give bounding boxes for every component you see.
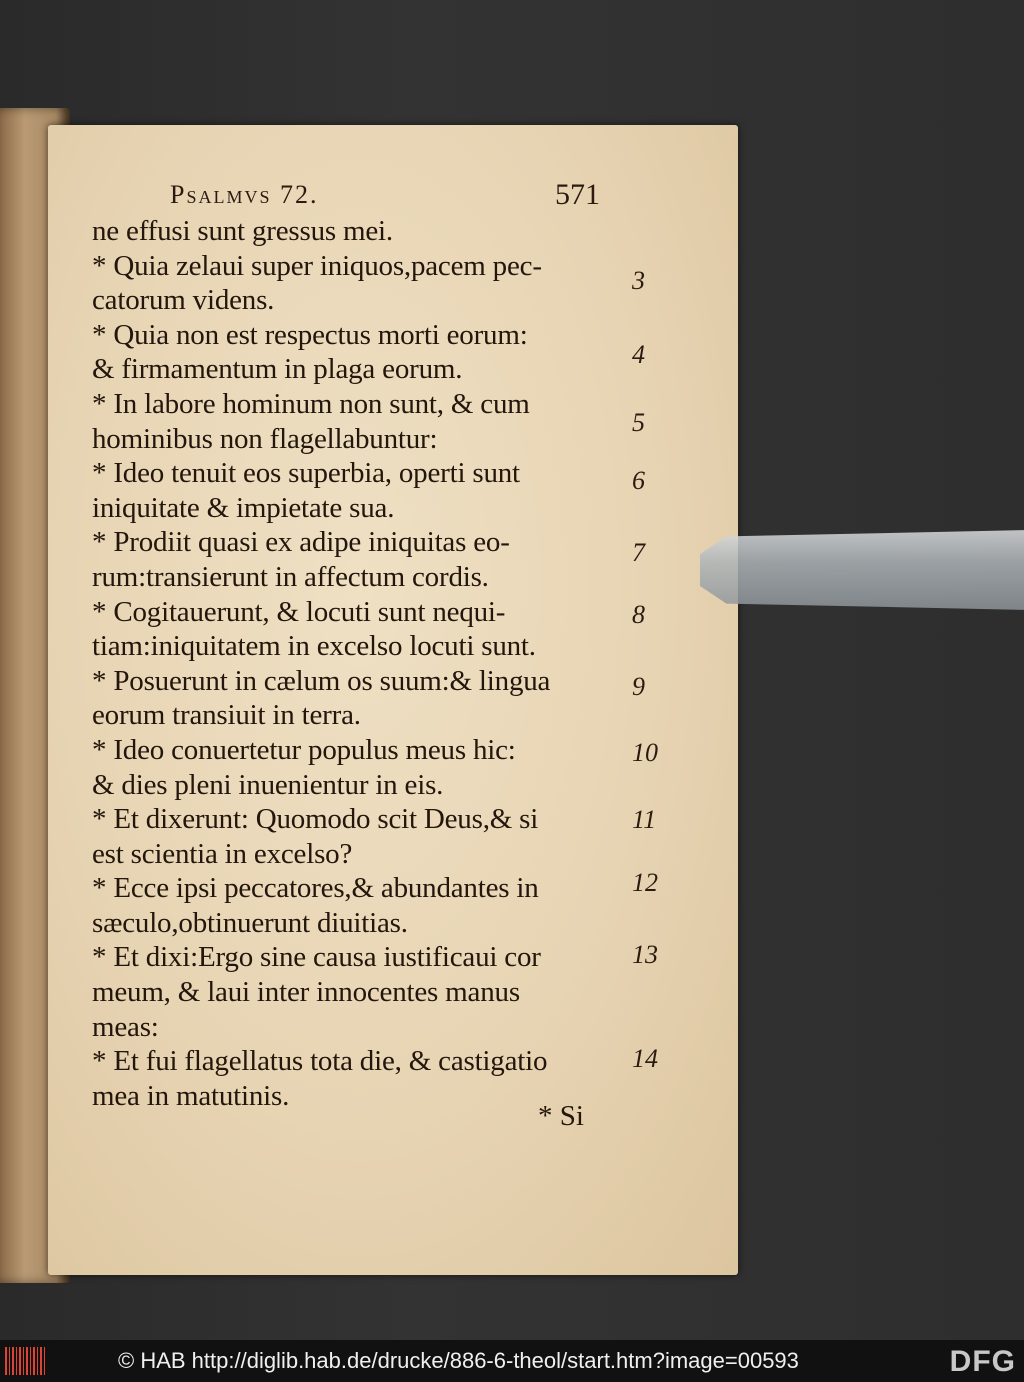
verse-number: 14	[632, 1044, 658, 1073]
verse-number: 3	[632, 266, 645, 295]
text-line: & firmamentum in plaga eorum.	[92, 353, 463, 386]
copyright-url: © HAB http://diglib.hab.de/drucke/886-6-theol/start.htm?image=00593	[118, 1348, 799, 1373]
running-head	[160, 180, 600, 216]
text-line: sæculo,obtinuerunt diuitias.	[92, 906, 408, 939]
text-line: mea in matutinis.	[92, 1079, 290, 1112]
text-line: meum, & laui inter innocentes manus	[92, 976, 520, 1009]
text-line: * Quia non est respectus morti eorum:	[92, 318, 528, 351]
verse-number: 5	[632, 408, 645, 437]
verse-number: 4	[632, 340, 645, 369]
footer-bar	[0, 1340, 1024, 1382]
text-line: iniquitate & impietate sua.	[92, 491, 395, 524]
text-line: * In labore hominum non sunt, & cum	[92, 387, 530, 420]
text-line: hominibus non flagellabuntur:	[92, 422, 438, 455]
text-line: * Et fui flagellatus tota die, & castigatio	[92, 1045, 548, 1078]
page-holder-stick	[700, 530, 1024, 610]
text-line: meas:	[92, 1010, 159, 1043]
verse-number: 6	[632, 466, 645, 495]
text-line: est scientia in excelso?	[92, 837, 353, 870]
running-head-title: Psalmvs 72.	[170, 180, 319, 209]
verse-number: 11	[632, 805, 657, 834]
verse-number: 12	[632, 868, 658, 897]
text-line: tiam:iniquitatem in excelso locuti sunt.	[92, 630, 536, 663]
text-line: * Et dixerunt: Quomodo scit Deus,& si	[92, 803, 539, 836]
hab-barcode-icon	[5, 1347, 47, 1375]
text-line: catorum videns.	[92, 284, 275, 317]
text-line: * Prodiit quasi ex adipe iniquitas eo-	[92, 526, 510, 559]
verse-number: 10	[632, 738, 658, 767]
text-line: rum:transierunt in affectum cordis.	[92, 560, 489, 593]
catchword: * Si	[538, 1100, 584, 1132]
verse-number: 13	[632, 940, 658, 969]
verse-number: 8	[632, 600, 645, 629]
page-number: 571	[555, 178, 600, 211]
verse-number: 9	[632, 672, 645, 701]
text-line: * Ideo tenuit eos superbia, operti sunt	[92, 457, 520, 490]
text-line: * Posuerunt in cælum os suum:& lingua	[92, 664, 551, 697]
verse-number: 7	[632, 538, 645, 567]
text-line: * Et dixi:Ergo sine causa iustificaui cor	[92, 941, 541, 974]
text-line: * Ideo conuertetur populus meus hic:	[92, 733, 516, 766]
text-line: & dies pleni inuenientur in eis.	[92, 768, 444, 801]
text-line: eorum transiuit in terra.	[92, 699, 361, 732]
text-line: ne effusi sunt gressus mei.	[92, 215, 393, 247]
text-line: * Cogitauerunt, & locuti sunt nequi-	[92, 595, 506, 628]
psalm-text	[92, 214, 612, 1113]
text-line: * Quia zelaui super iniquos,pacem pec-	[92, 249, 542, 282]
text-line: * Ecce ipsi peccatores,& abundantes in	[92, 872, 539, 905]
dfg-logo: DFG	[949, 1345, 1016, 1378]
